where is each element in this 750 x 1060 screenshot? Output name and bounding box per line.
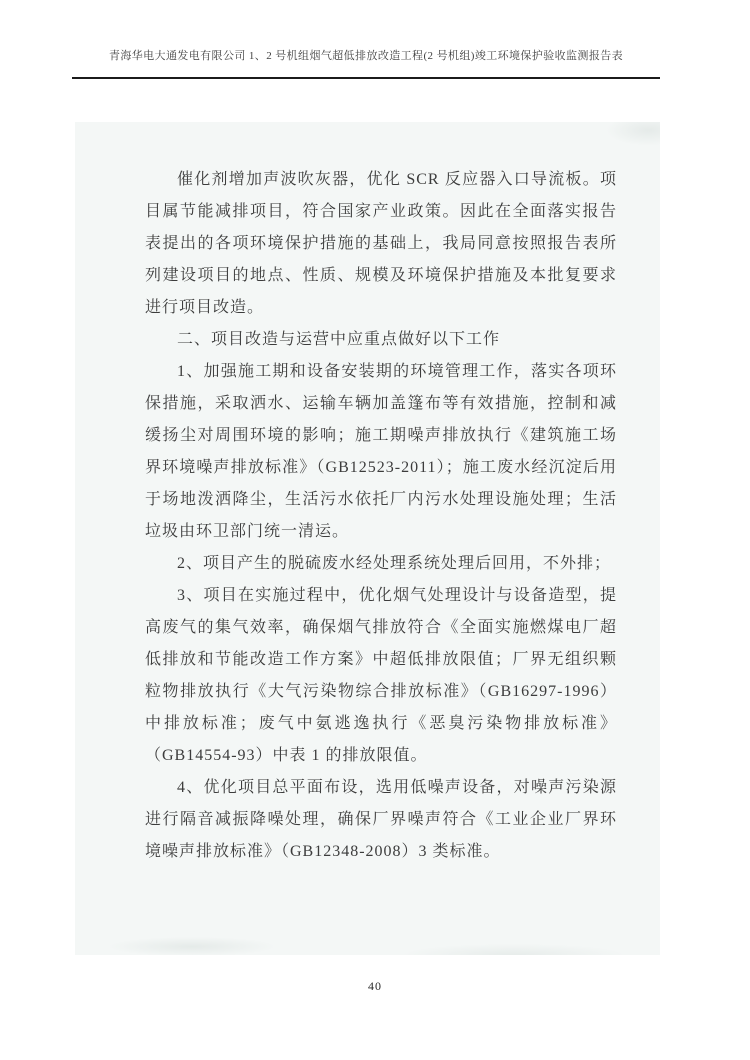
document-body bbox=[145, 164, 617, 868]
scanned-page-area bbox=[75, 122, 660, 955]
page-number: 40 bbox=[368, 979, 382, 993]
report-header-title: 青海华电大通发电有限公司 1、2 号机组烟气超低排放改造工程(2 号机组)竣工环境保护验收监测报告表 bbox=[108, 50, 624, 62]
paragraph-approval-intro: 催化剂增加声波吹灰器，优化 SCR 反应器入口导流板。项目属节能减排项目，符合国家产业政策。因此在全面落实报告表提出的各项环境保护措施的基础上，我局同意按照报告表所列建设项目的地点、性质、规模及环境保护措施及本批复要求进行项目改造。 bbox=[145, 171, 617, 316]
paragraph-item-2-wastewater: 2、项目产生的脱硫废水经处理系统处理后回用，不外排； bbox=[177, 555, 612, 572]
paragraph-item-3-fluegas: 3、项目在实施过程中，优化烟气处理设计与设备造型，提高废气的集气效率，确保烟气排放符合《全面实施燃煤电厂超低排放和节能改造工作方案》中超低排放限值；厂界无组织颗粒物排放执行《大气污染物综合排放标准》（GB16297-1996）中排放标准；废气中氨逃逸执行《恶臭污染物排放标准》（GB14554-93）中表 1 的排放限值。 bbox=[145, 587, 617, 764]
header-divider-rule bbox=[72, 77, 660, 79]
page-footer bbox=[0, 977, 750, 995]
paragraph-item-4-noise: 4、优化项目总平面布设，选用低噪声设备，对噪声污染源进行隔音减振降噪处理，确保厂界噪声符合《工业企业厂界环境噪声排放标准》（GB12348-2008）3 类标准。 bbox=[145, 779, 617, 860]
paragraph-item-1-construction: 1、加强施工期和设备安装期的环境管理工作，落实各项环保措施，采取洒水、运输车辆加盖篷布等有效措施，控制和减缓扬尘对周围环境的影响；施工期噪声排放执行《建筑施工场界环境噪声排放标准》（GB12523-2011）；施工废水经沉淀后用于场地泼洒降尘，生活污水依托厂内污水处理设施处理；生活垃圾由环卫部门统一清运。 bbox=[145, 363, 617, 540]
running-header bbox=[72, 47, 660, 63]
paragraph-section-heading: 二、项目改造与运营中应重点做好以下工作 bbox=[177, 331, 501, 348]
